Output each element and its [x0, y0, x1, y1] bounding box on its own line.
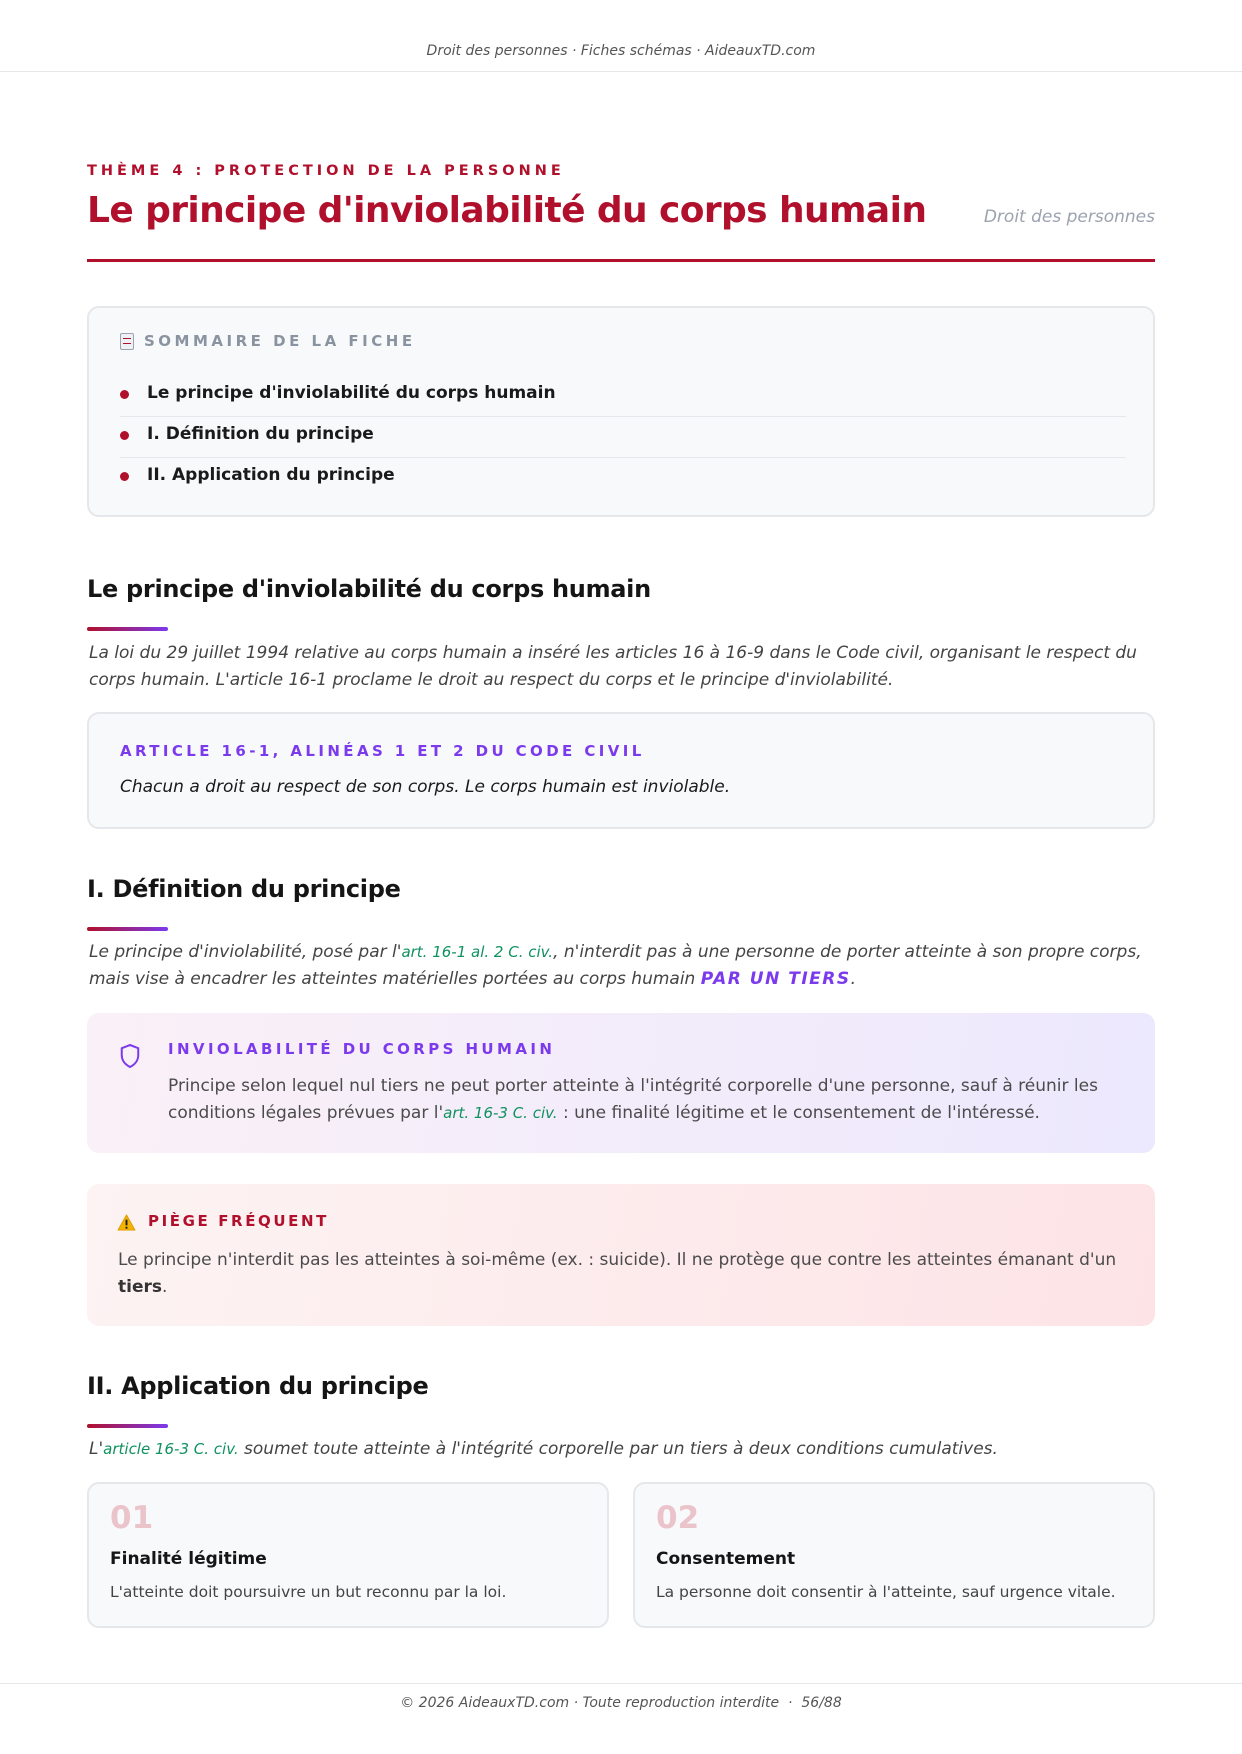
page-title: Le principe d'inviolabilité du corps humain: [87, 190, 927, 231]
section-application-intro: [89, 1436, 1153, 1463]
section-accent-bar: [87, 1424, 168, 1428]
toc-item-label: I. Définition du principe: [147, 424, 374, 444]
definition-text-part: : une finalité légitime et le consentement de l'intéressé.: [557, 1102, 1040, 1123]
warning-text-part: Le principe n'interdit pas les atteintes à soi-même (ex. : suicide). Il ne protège que contre les atteintes émanant d'un: [118, 1250, 1117, 1270]
running-header: [0, 0, 1242, 72]
definition-box: [87, 1013, 1155, 1153]
warning-box: [87, 1184, 1155, 1326]
definition-text: [168, 1073, 1128, 1126]
intro-text: L': [89, 1439, 104, 1459]
condition-card: [633, 1482, 1155, 1628]
warning-icon: [117, 1214, 136, 1231]
section-accent-bar: [87, 927, 168, 931]
toc-item-intro[interactable]: [120, 376, 1126, 417]
condition-card: [87, 1482, 609, 1628]
card-title: Finalité légitime: [110, 1549, 267, 1569]
card-text: L'atteinte doit poursuivre un but reconnu par la loi.: [110, 1583, 507, 1601]
table-of-contents: [87, 306, 1155, 517]
toc-heading: [120, 332, 416, 350]
title-divider: [87, 259, 1155, 262]
article-quote: [87, 712, 1155, 829]
card-number: 01: [110, 1500, 154, 1536]
bullet-icon: [120, 390, 129, 399]
footer-copyright: © 2026 AideauxTD.com · Toute reproduction interdite: [400, 1695, 780, 1711]
warning-bold-word: tiers: [118, 1276, 162, 1297]
card-text: La personne doit consentir à l'atteinte, sauf urgence vitale.: [656, 1583, 1116, 1601]
intro-text: , n'interdit pas à une personne de porter atteinte à son propre corps, mais vise à encadrer les atteintes matérielles portées au corps humain: [89, 942, 1142, 989]
section-title-application: II. Application du principe: [87, 1372, 429, 1400]
intro-text: soumet toute atteinte à l'intégrité corporelle par un tiers à deux conditions cumulatives.: [238, 1439, 998, 1459]
toc-item-label: Le principe d'inviolabilité du corps humain: [147, 383, 556, 403]
bookmark-tabs-icon: [120, 333, 134, 350]
intro-text: Le principe d'inviolabilité, posé par l': [89, 942, 402, 962]
intro-text: .: [850, 968, 857, 989]
section-accent-bar: [87, 627, 168, 631]
legal-reference-link[interactable]: article 16-3 C. civ.: [103, 1440, 239, 1458]
toc-list: [120, 376, 1126, 499]
bullet-icon: [120, 472, 129, 481]
definition-title: INVIOLABILITÉ DU CORPS HUMAIN: [168, 1040, 556, 1058]
section-title-definition: I. Définition du principe: [87, 875, 401, 903]
definition-text-part: Principe selon lequel nul tiers ne peut porter atteinte à l'intégrité corporelle d'une personne, sauf à réunir les conditions légales prévues par l': [168, 1076, 1098, 1123]
warning-text: [118, 1247, 1128, 1300]
card-title: Consentement: [656, 1549, 796, 1569]
theme-label: THÈME 4 : PROTECTION DE LA PERSONNE: [87, 163, 565, 179]
toc-item-application[interactable]: [120, 458, 1126, 499]
toc-item-label: II. Application du principe: [147, 465, 395, 485]
footer-separator: ·: [783, 1695, 797, 1711]
warning-text-part: .: [162, 1276, 168, 1297]
article-reference: ARTICLE 16-1, ALINÉAS 1 ET 2 DU CODE CIVIL: [120, 742, 645, 760]
page-number: 56/88: [801, 1695, 842, 1711]
warning-title: PIÈGE FRÉQUENT: [148, 1212, 330, 1230]
toc-heading-text: SOMMAIRE DE LA FICHE: [144, 332, 416, 350]
section-title-intro: Le principe d'inviolabilité du corps humain: [87, 575, 651, 603]
bullet-icon: [120, 431, 129, 440]
page-footer: [0, 1683, 1242, 1754]
legal-reference-link[interactable]: art. 16-1 al. 2 C. civ.: [401, 943, 554, 961]
shield-icon: [119, 1043, 141, 1069]
legal-reference-link[interactable]: art. 16-3 C. civ.: [443, 1103, 558, 1122]
running-title: Droit des personnes · Fiches schémas · AideauxTD.com: [426, 43, 816, 59]
section-definition-intro: [89, 939, 1153, 992]
card-number: 02: [656, 1500, 700, 1536]
section-intro-text: La loi du 29 juillet 1994 relative au corps humain a inséré les articles 16 à 16-9 dans le Code civil, organisant le respect du corps humain. L'article 16-1 proclame le droit au respect du corps et le principe d'inviolabilité.: [89, 643, 1137, 690]
subject-label: Droit des personnes: [983, 207, 1155, 227]
toc-item-definition[interactable]: [120, 417, 1126, 458]
article-text: Chacun a droit au respect de son corps. Le corps humain est inviolable.: [120, 777, 731, 797]
emphasis-text: PAR UN TIERS: [700, 968, 851, 989]
